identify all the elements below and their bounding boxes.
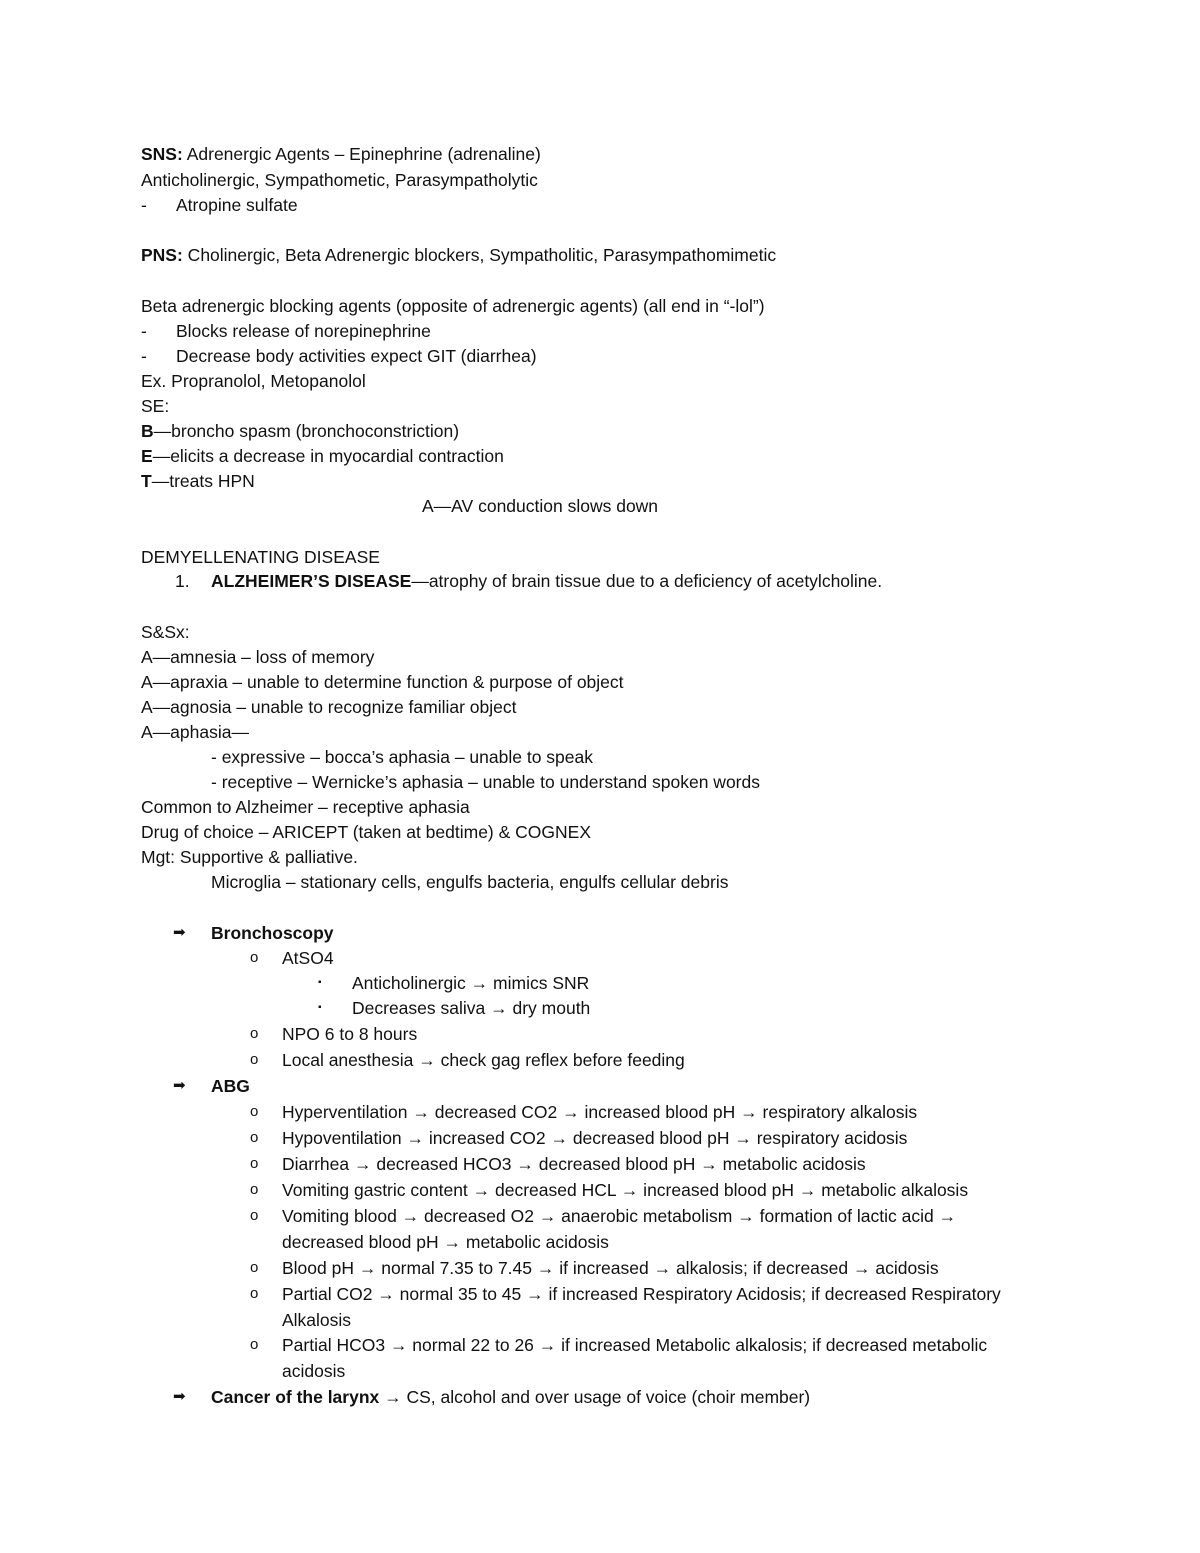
mnemonic-text: —elicits a decrease in myocardial contraction	[152, 446, 504, 466]
beta-item-text: Blocks release of norepinephrine	[176, 321, 431, 341]
common-line: Common to Alzheimer – receptive aphasia	[141, 797, 470, 817]
mnemonic-text: —broncho spasm (bronchoconstriction)	[153, 421, 460, 441]
mnemonic-a-line: A—AV conduction slows down	[422, 496, 659, 516]
pns-text: Cholinergic, Beta Adrenergic blockers, Sympatholitic, Parasympathomimetic	[182, 245, 777, 265]
aphasia-type: - receptive – Wernicke’s aphasia – unable to understand spoken words	[211, 772, 760, 792]
pns-label: PNS:	[141, 245, 183, 265]
square-bullet-icon: ▪	[318, 1002, 322, 1013]
abg-item: Partial HCO3 → normal 22 to 26 → if increased Metabolic alkalosis; if decreased metabolic	[282, 1335, 988, 1355]
larynx-text: → CS, alcohol and over usage of voice (choir member)	[379, 1387, 811, 1407]
beta-example: Ex. Propranolol, Metopanolol	[141, 371, 366, 391]
circle-bullet-icon: o	[250, 1207, 259, 1224]
abg-item: Diarrhea → decreased HCO3 → decreased blood pH → metabolic acidosis	[282, 1154, 866, 1174]
mnemonic-line	[141, 470, 255, 492]
circle-bullet-icon: o	[250, 1025, 259, 1042]
circle-bullet-icon: o	[250, 1155, 259, 1172]
circle-bullet-icon: o	[250, 1259, 259, 1276]
sns-item	[141, 194, 298, 216]
aaaa-line: A—aphasia—	[141, 722, 249, 742]
pns-line	[141, 244, 776, 266]
abg-title: ABG	[211, 1076, 250, 1096]
abg-item: Hypoventilation → increased CO2 → decreased blood pH → respiratory acidosis	[282, 1128, 908, 1148]
mnemonic-line	[141, 420, 459, 442]
beta-item	[141, 320, 431, 342]
ssx-label: S&Sx:	[141, 622, 190, 642]
aaaa-line: A—agnosia – unable to recognize familiar object	[141, 697, 517, 717]
atso4-item: Anticholinergic → mimics SNR	[352, 973, 590, 993]
abg-item: Hyperventilation → decreased CO2 → increased blood pH → respiratory alkalosis	[282, 1102, 918, 1122]
square-bullet-icon: ▪	[318, 977, 322, 988]
atso4-item: Decreases saliva → dry mouth	[352, 998, 591, 1018]
mnemonic-letter: E	[141, 446, 153, 466]
atso4-line: AtSO4	[282, 948, 334, 968]
abg-item: Vomiting blood → decreased O2 → anaerobic metabolism → formation of lactic acid →	[282, 1206, 957, 1226]
aphasia-type: - expressive – bocca’s aphasia – unable to speak	[211, 747, 594, 767]
circle-bullet-icon: o	[250, 949, 259, 966]
aaaa-line: A—amnesia – loss of memory	[141, 647, 375, 667]
arrow-bullet-icon: ➡	[173, 1077, 186, 1094]
abg-item: Vomiting gastric content → decreased HCL → increased blood pH → metabolic alkalosis	[282, 1180, 969, 1200]
mnemonic-text: —treats HPN	[151, 471, 255, 491]
larynx-line	[211, 1386, 810, 1408]
microglia-line: Microglia – stationary cells, engulfs bacteria, engulfs cellular debris	[211, 872, 729, 892]
circle-bullet-icon: o	[250, 1285, 259, 1302]
arrow-bullet-icon: ➡	[173, 1388, 186, 1405]
arrow-bullet-icon: ➡	[173, 924, 186, 941]
circle-bullet-icon: o	[250, 1051, 259, 1068]
circle-bullet-icon: o	[250, 1336, 259, 1353]
item-number: 1.	[175, 571, 190, 591]
alzheimer-title: ALZHEIMER’S DISEASE	[211, 571, 412, 591]
sns-item-text: Atropine sulfate	[176, 195, 298, 215]
abg-item-cont: decreased blood pH → metabolic acidosis	[282, 1232, 609, 1252]
local-line: Local anesthesia → check gag reflex before feeding	[282, 1050, 685, 1070]
drug-line: Drug of choice – ARICEPT (taken at bedtime) & COGNEX	[141, 822, 592, 842]
mgt-line: Mgt: Supportive & palliative.	[141, 847, 358, 867]
dash-bullet: -	[141, 346, 147, 366]
mnemonic-letter: T	[141, 471, 152, 491]
larynx-title: Cancer of the larynx	[211, 1387, 380, 1407]
abg-item-cont: acidosis	[282, 1361, 346, 1381]
sns-line	[141, 143, 541, 165]
bronch-title: Bronchoscopy	[211, 923, 334, 943]
abg-item: Partial CO2 → normal 35 to 45 → if increased Respiratory Acidosis; if decreased Respiratory	[282, 1284, 1001, 1304]
alzheimer-item	[175, 570, 882, 592]
demyel-heading: DEMYELLENATING DISEASE	[141, 547, 380, 567]
sns-line2: Anticholinergic, Sympathometic, Parasympatholytic	[141, 170, 538, 190]
dash-bullet: -	[141, 195, 147, 215]
abg-item-cont: Alkalosis	[282, 1310, 352, 1330]
abg-item: Blood pH → normal 7.35 to 7.45 → if increased → alkalosis; if decreased → acidosis	[282, 1258, 939, 1278]
beta-heading: Beta adrenergic blocking agents (opposite of adrenergic agents) (all end in “-lol”)	[141, 296, 765, 316]
dash-bullet: -	[141, 321, 147, 341]
circle-bullet-icon: o	[250, 1181, 259, 1198]
mnemonic-line	[141, 445, 504, 467]
sns-label: SNS:	[141, 144, 183, 164]
mnemonic-letter: B	[141, 421, 154, 441]
se-label: SE:	[141, 396, 170, 416]
beta-item	[141, 345, 537, 367]
npo-line: NPO 6 to 8 hours	[282, 1024, 418, 1044]
aaaa-line: A—apraxia – unable to determine function & purpose of object	[141, 672, 624, 692]
circle-bullet-icon: o	[250, 1129, 259, 1146]
alzheimer-text: —atrophy of brain tissue due to a deficiency of acetylcholine.	[411, 571, 883, 591]
beta-item-text: Decrease body activities expect GIT (diarrhea)	[176, 346, 537, 366]
sns-text: Adrenergic Agents – Epinephrine (adrenaline)	[182, 144, 541, 164]
circle-bullet-icon: o	[250, 1103, 259, 1120]
